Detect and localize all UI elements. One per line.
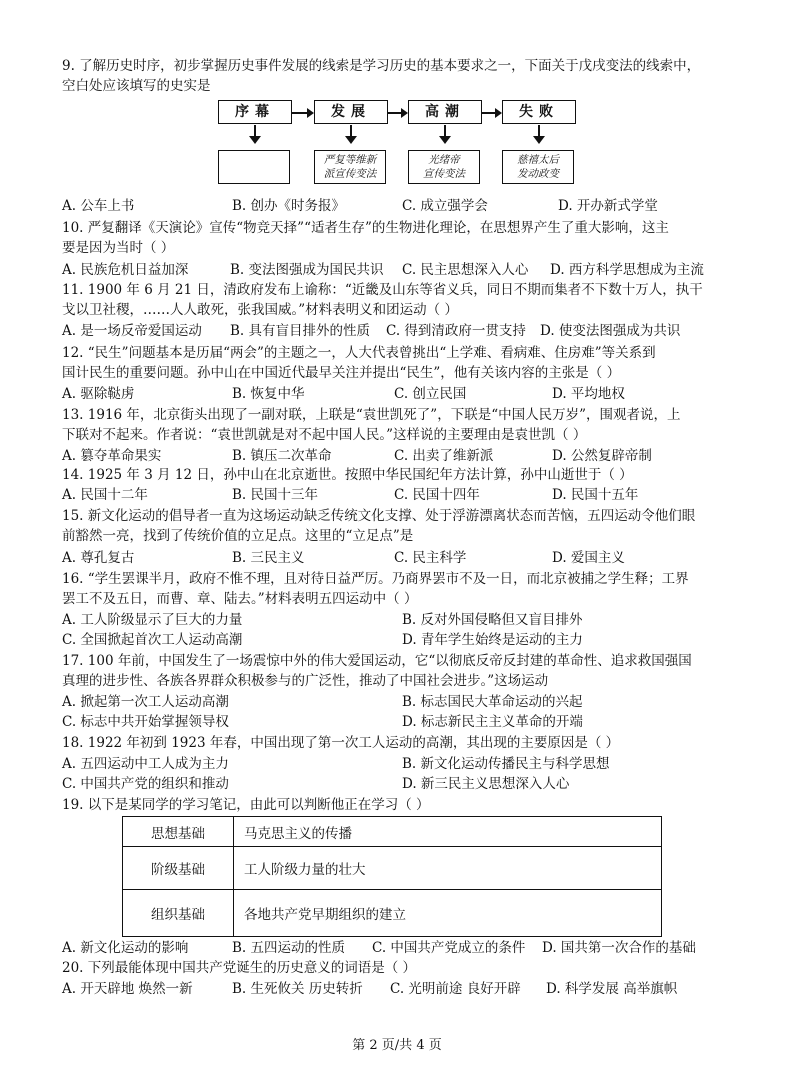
q13-stem-line2: 下联对不起来。作者说：“袁世凯就是对不起中国人民。”这样说的主要理由是袁世凯（ ） (62, 427, 587, 443)
q13-option-d[interactable]: D. 公然复辟帝制 (552, 448, 652, 464)
q15-option-a[interactable]: A. 尊孔复古 (62, 550, 135, 566)
q18-option-b[interactable]: B. 新文化运动传播民主与科学思想 (402, 756, 610, 772)
q10-stem-line1: 10. 严复翻译《天演论》宣传“物竞天择”“适者生存”的生物进化理论，在思想界产生了重大影响，这主 (62, 220, 669, 236)
table-cell-key: 思想基础 (123, 817, 234, 847)
q12-option-c[interactable]: C. 创立民国 (394, 386, 467, 402)
flow-stage-prelude: 序幕 (218, 100, 292, 124)
q9-flow-diagram (218, 100, 578, 190)
q18-option-c[interactable]: C. 中国共产党的组织和推动 (62, 776, 229, 792)
flow-note-line: 发动政变 (517, 168, 559, 180)
q13-stem-line1: 13. 1916 年，北京街头出现了一副对联，上联是“袁世凯死了”，下联是“中国人民万岁”，围观者说，上 (62, 407, 681, 423)
flow-note-line: 严复等维新 (323, 154, 377, 166)
q14-option-d[interactable]: D. 民国十五年 (552, 487, 639, 503)
q13-option-b[interactable]: B. 镇压二次革命 (232, 448, 332, 464)
q14-option-b[interactable]: B. 民国十三年 (232, 487, 319, 503)
q19-notes-table (122, 816, 662, 937)
q15-option-d[interactable]: D. 爱国主义 (552, 550, 625, 566)
page-footer: 第 2 页/共 4 页 (352, 1038, 442, 1053)
q17-stem-line1: 17. 100 年前，中国发生了一场震惊中外的伟大爱国运动，它“以彻底反帝反封建的革命性、追求救国强国 (62, 653, 692, 669)
q11-option-b[interactable]: B. 具有盲目排外的性质 (230, 323, 371, 339)
q10-option-c[interactable]: C. 民主思想深入人心 (402, 262, 529, 278)
q9-option-d[interactable]: D. 开办新式学堂 (558, 198, 658, 214)
flow-arrow-down (538, 125, 540, 137)
q17-option-b[interactable]: B. 标志国民大革命运动的兴起 (402, 694, 583, 710)
q16-option-b[interactable]: B. 反对外国侵略但又盲目排外 (402, 612, 583, 628)
q14-option-a[interactable]: A. 民国十二年 (62, 487, 148, 503)
q17-option-c[interactable]: C. 标志中共开始掌握领导权 (62, 714, 229, 730)
q19-option-c[interactable]: C. 中国共产党成立的条件 (372, 940, 526, 956)
flow-note-line: 慈禧太后 (517, 154, 559, 166)
q20-option-b[interactable]: B. 生死攸关 历史转折 (232, 981, 363, 997)
q15-option-c[interactable]: C. 民主科学 (394, 550, 467, 566)
flow-stage-climax: 高潮 (408, 100, 482, 124)
table-cell-key: 阶级基础 (123, 847, 234, 890)
q17-option-a[interactable]: A. 掀起第一次工人运动高潮 (62, 694, 229, 710)
table-row (123, 847, 662, 890)
flow-note-failure (502, 150, 574, 184)
q16-option-a[interactable]: A. 工人阶级显示了巨大的力量 (62, 612, 243, 628)
q19-stem-line1: 19. 以下是某同学的学习笔记，由此可以判断他正在学习（ ） (62, 797, 430, 813)
q10-option-a[interactable]: A. 民族危机日益加深 (62, 262, 189, 278)
q17-option-d[interactable]: D. 标志新民主主义革命的开端 (402, 714, 583, 730)
table-cell-value: 工人阶级力量的壮大 (234, 847, 662, 890)
table-row (123, 890, 662, 937)
q12-stem-line1: 12. “民生”问题基本是历届“两会”的主题之一，人大代表曾挑出“上学难、看病难、住房难”等关系到 (62, 345, 656, 361)
flow-note-development (314, 150, 386, 184)
table-row (123, 817, 662, 847)
flow-stage-failure: 失败 (502, 100, 576, 124)
q16-stem-line2: 罢工不及五日，而曹、章、陆去。”材料表明五四运动中（ ） (62, 591, 418, 607)
q15-stem-line1: 15. 新文化运动的倡导者一直为这场运动缺乏传统文化支撑、处于浮游漂离状态而苦恼，五四运动令他们眼 (62, 508, 696, 524)
q20-option-c[interactable]: C. 光明前途 良好开辟 (390, 981, 521, 997)
flow-note-line: 派宣传变法 (323, 168, 377, 180)
flow-arrow-right (482, 112, 496, 114)
q19-option-b[interactable]: B. 五四运动的性质 (232, 940, 346, 956)
flow-note-line: 宣传变法 (423, 168, 465, 180)
q12-option-b[interactable]: B. 恢复中华 (232, 386, 305, 402)
table-cell-value: 各地共产党早期组织的建立 (234, 890, 662, 937)
q11-stem-line2: 戈以卫社稷，……人人敢死，张我国威。”材料表明义和团运动（ ） (62, 302, 458, 318)
q18-option-a[interactable]: A. 五四运动中工人成为主力 (62, 756, 229, 772)
flow-arrow-right (292, 112, 308, 114)
q12-stem-line2: 国计民生的重要问题。孙中山在中国近代最早关注并提出“民生”，他有关该内容的主张是（ ） (62, 365, 621, 381)
flow-arrow-down (350, 125, 352, 137)
q11-option-a[interactable]: A. 是一场反帝爱国运动 (62, 323, 202, 339)
q10-option-d[interactable]: D. 西方科学思想成为主流 (550, 262, 704, 278)
table-cell-key: 组织基础 (123, 890, 234, 937)
q18-stem-line1: 18. 1922 年初到 1923 年春，中国出现了第一次工人运动的高潮，其出现的主要原因是（ ） (62, 735, 620, 751)
q15-stem-line2: 前豁然一亮，找到了传统价值的立足点。这里的“立足点”是 (62, 528, 414, 544)
q15-option-b[interactable]: B. 三民主义 (232, 550, 305, 566)
q20-option-d[interactable]: D. 科学发展 高举旗帜 (546, 981, 678, 997)
q13-option-a[interactable]: A. 篡夺革命果实 (62, 448, 162, 464)
q19-option-d[interactable]: D. 国共第一次合作的基础 (542, 940, 696, 956)
flow-arrow-down (444, 125, 446, 137)
q16-option-c[interactable]: C. 全国掀起首次工人运动高潮 (62, 632, 243, 648)
flow-note-line: 光绪帝 (428, 154, 460, 166)
flow-arrow-down (254, 125, 256, 137)
q19-option-a[interactable]: A. 新文化运动的影响 (62, 940, 189, 956)
q9-stem-line1: 9. 了解历史时序，初步掌握历史事件发展的线索是学习历史的基本要求之一，下面关于戊戌变法的线索中， (62, 58, 701, 74)
q11-stem-line1: 11. 1900 年 6 月 21 日，清政府发布上谕称：“近畿及山东等省义兵，同日不期而集者不下数十万人，执干 (62, 282, 703, 298)
flow-arrow-right (388, 112, 402, 114)
q16-stem-line1: 16. “学生罢课半月，政府不惟不理，且对待日益严厉。乃商界罢市不及一日，而北京被捕之学生释；工界 (62, 571, 689, 587)
table-cell-value: 马克思主义的传播 (234, 817, 662, 847)
q14-stem-line1: 14. 1925 年 3 月 12 日，孙中山在北京逝世。按照中华民国纪年方法计算，孙中山逝世于（ ） (62, 467, 633, 483)
q17-stem-line2: 真理的进步性、各族各界群众积极参与的广泛性，推动了中国社会进步。”这场运动 (62, 673, 549, 689)
flow-stage-development: 发展 (314, 100, 388, 124)
q9-option-a[interactable]: A. 公车上书 (62, 198, 135, 214)
flow-blank-box (218, 150, 290, 184)
q9-stem-line2: 空白处应该填写的史实是 (62, 78, 211, 94)
q10-stem-line2: 要是因为当时（ ） (62, 240, 175, 256)
q11-option-c[interactable]: C. 得到清政府一贯支持 (386, 323, 526, 339)
q9-option-b[interactable]: B. 创办《时务报》 (232, 198, 346, 214)
q9-option-c[interactable]: C. 成立强学会 (402, 198, 488, 214)
q12-option-d[interactable]: D. 平均地权 (552, 386, 625, 402)
q20-option-a[interactable]: A. 开天辟地 焕然一新 (62, 981, 193, 997)
q20-stem-line1: 20. 下列最能体现中国共产党诞生的历史意义的词语是（ ） (62, 960, 417, 976)
q14-option-c[interactable]: C. 民国十四年 (394, 487, 480, 503)
q10-option-b[interactable]: B. 变法图强成为国民共识 (230, 262, 384, 278)
flow-note-climax (408, 150, 480, 184)
q13-option-c[interactable]: C. 出卖了维新派 (394, 448, 494, 464)
q16-option-d[interactable]: D. 青年学生始终是运动的主力 (402, 632, 583, 648)
q12-option-a[interactable]: A. 驱除鞑虏 (62, 386, 135, 402)
q11-option-d[interactable]: D. 使变法图强成为共识 (540, 323, 681, 339)
q18-option-d[interactable]: D. 新三民主义思想深入人心 (402, 776, 570, 792)
